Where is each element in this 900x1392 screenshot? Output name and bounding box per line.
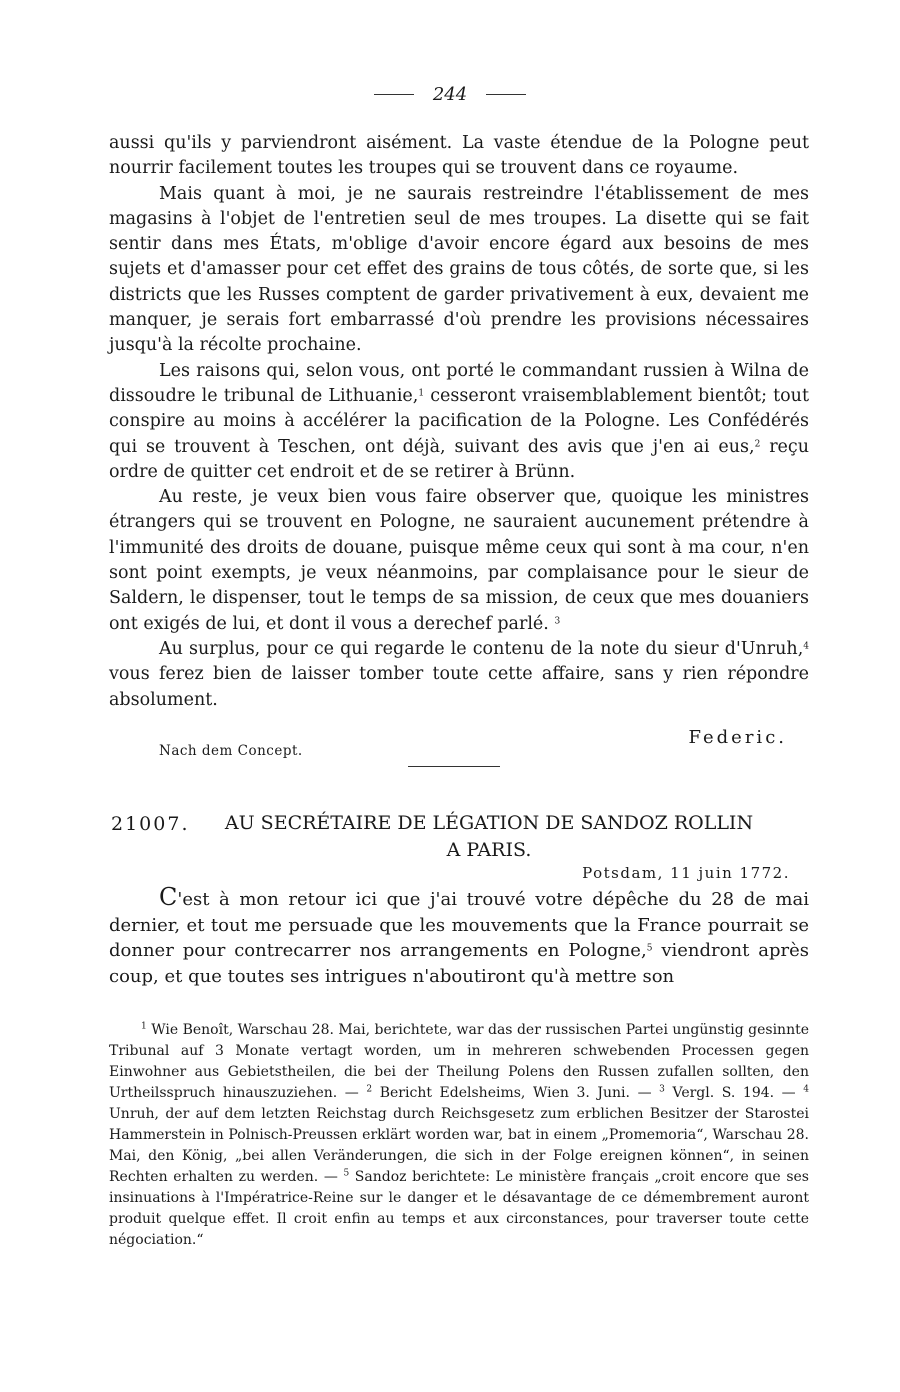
paragraph-1: aussi qu'ils y parviendront aisément. La vaste étendue de la Pologne peut nourrir facilement toutes les troupes qui se trouvent dans ce royaume. [109, 133, 809, 179]
letter-number: 21007. [111, 813, 190, 835]
paragraph-5 [109, 637, 809, 713]
page-number: 244 [432, 84, 468, 105]
footnote-text-1: Wie Benoît, Warschau 28. Mai, berichtete, war das der russischen Partei ungünstig gesinnte Tribunal auf 3 Monate vertagt worden, um in mehreren schwebenden Processen gegen Einwohner aus Gebietstheilen, die bei der Theilung Polens den Russen zufallen sollten, den Urtheilsspruch hinauszuziehen. — [109, 1022, 809, 1101]
letter-title-line-2: A PARIS. [446, 839, 532, 861]
place-date: Potsdam, 11 juin 1772. [582, 864, 790, 882]
letter-continuation [109, 131, 809, 713]
footnote-ref-1[interactable]: 1 [418, 388, 425, 399]
paragraph-3 [109, 359, 809, 485]
signature: Federic. [688, 727, 787, 748]
header-right-dash [486, 94, 526, 95]
footnote-ref-4[interactable]: 4 [803, 641, 809, 652]
section-divider [408, 766, 500, 767]
text-run: 'est à mon retour ici que j'ai trouvé votre dépêche du 28 de mai dernier, et tout me persuade que les mouvements que la France pourrait se donner pour contrecarrer nos arrangements en Pologne, [109, 889, 809, 961]
letter-closing [109, 717, 809, 777]
footnote-mark-2: 2 [366, 1084, 373, 1095]
footnote-text-4: Unruh, der auf dem letzten Reichstag durch Reichsgesetz zum erblichen Besitzer der Starostei Hammerstein in Polnisch-Preussen erklärt worden war, bat in einem „Promemoria“, Warschau 28. Mai, den König, „bei allen Veränderungen, die sich in der Folge ereignen können“, in seinen Rechten erhalten zu werden. — [109, 1106, 809, 1185]
footnote-ref-2[interactable]: 2 [754, 439, 761, 450]
footnote-mark-3: 3 [659, 1084, 665, 1095]
letter-title-line-1: AU SECRÉTAIRE DE LÉGATION DE SANDOZ ROLLIN [224, 812, 754, 834]
paragraph-2: Mais quant à moi, je ne saurais restreindre l'établissement de mes magasins à l'objet de l'entretien seul de mes troupes. La disette qui se fait sentir dans mes États, m'oblige d'avoir encore égard aux besoins de mes sujets et d'amasser pour cet effet des grains de tous côtés, de sorte que, si les districts que les Russes comptent de garder privativement à eux, devaient me manquer, je serais fort embarrassé d'où prendre les provisions nécessaires jusqu'à la récolte prochaine. [109, 183, 809, 356]
letter-paragraph [109, 885, 809, 989]
text-run: Les raisons qui, selon vous, ont porté le commandant russien à Wilna de dissoudre le tribunal de Lithuanie, [109, 360, 809, 406]
text-run: viendront après coup, et que toutes ses intrigues n'aboutiront qu'à mettre son [109, 940, 809, 987]
drop-cap: C [159, 883, 178, 911]
letter-heading [109, 810, 809, 864]
footnote-mark-4: 4 [803, 1084, 809, 1095]
text-run: cesseront vraisemblablement bientôt; tout conspire au moins à accélérer la pacification de la Pologne. Les Confédérés qui se trouvent à Teschen, ont déjà, suivant des avis que j'en ai eus, [109, 385, 809, 457]
footnote-mark-1: 1 [141, 1021, 147, 1032]
footnote-mark-5: 5 [343, 1168, 350, 1179]
text-run: Au reste, je veux bien vous faire observer que, quoique les ministres étrangers qui se trouvent en Pologne, ne sauraient aucunement prétendre à l'immunité des droits de douane, puisque même ceux qui sont à ma cour, n'en sont point exempts, je veux néanmoins, par complaisance pour le sieur de Saldern, le dispenser, tout le temps de sa mission, de ceux que mes douaniers ont exigés de lui, et dont il vous a derechef parlé. [109, 487, 809, 634]
letter-body [109, 885, 809, 989]
paragraph-4 [109, 485, 809, 637]
footnote-text-3: Vergl. S. 194. — [664, 1085, 804, 1101]
source-note: Nach dem Concept. [159, 743, 303, 759]
text-run: Au surplus, pour ce qui regarde le contenu de la note du sieur d'Unruh, [159, 638, 804, 659]
footnote-ref-5[interactable]: 5 [646, 943, 653, 954]
page-header [0, 84, 900, 105]
footnotes [109, 1020, 809, 1251]
footnote-text-5: Sandoz berichtete: Le ministère français „croit encore que ses insinuations à l'Impératrice-Reine sur le danger et le désavantage de ce démembrement auront produit quelque effet. Il croit enfin au temps et aux circonstances, pour traverser toute cette négociation.“ [109, 1169, 809, 1248]
footnote-ref-3[interactable]: 3 [554, 616, 561, 627]
footnote-text-2: Bericht Edelsheims, Wien 3. Juni. — [372, 1085, 660, 1101]
text-run: vous ferez bien de laisser tomber toute cette affaire, sans y rien répondre absolument. [109, 664, 809, 710]
footnote-block [109, 1020, 809, 1251]
text-run: reçu ordre de quitter cet endroit et de se retirer à Brünn. [109, 436, 809, 482]
header-left-dash [374, 94, 414, 95]
